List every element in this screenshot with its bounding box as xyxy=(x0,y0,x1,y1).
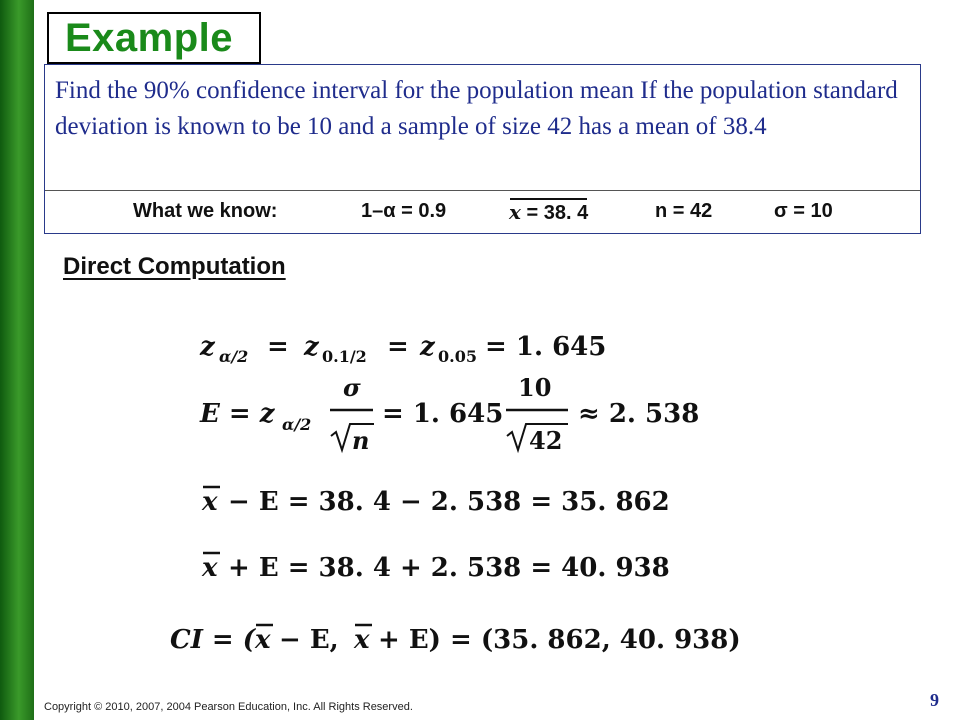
lower-bound-expression: − E = 38. 4 − 2. 538 = 35. 862 xyxy=(228,487,670,517)
frac2-denominator: 42 xyxy=(529,426,563,455)
frac1-denominator: n xyxy=(352,426,370,455)
z-symbol-1: z xyxy=(200,332,215,362)
xbar-3: x xyxy=(255,625,271,655)
ci-lhs: CI = ( xyxy=(170,625,256,655)
confidence-interval-equation xyxy=(170,625,741,655)
xbar-1: x xyxy=(202,487,218,517)
section-heading: Direct Computation xyxy=(63,253,286,280)
z-eq-1: = xyxy=(258,332,298,362)
known-xbar-value: = 38. 4 xyxy=(526,202,589,224)
z-sub-3: 0.05 xyxy=(438,347,477,366)
z-sub-2: 0.1/2 xyxy=(322,347,367,366)
frac2-numerator: 10 xyxy=(518,373,552,402)
known-sigma: σ = 10 xyxy=(774,200,833,222)
upper-bound-equation xyxy=(201,553,670,583)
frac1-numerator: σ xyxy=(343,373,361,402)
known-xbar: x = 38. 4 xyxy=(509,200,589,224)
slide-title: Example xyxy=(65,16,234,60)
e-lhs: E = z xyxy=(200,399,275,429)
upper-bound-expression: + E = 38. 4 + 2. 538 = 40. 938 xyxy=(228,553,670,583)
xbar-2: x xyxy=(202,553,218,583)
known-alpha: 1–α = 0.9 xyxy=(361,200,447,222)
margin-of-error-equation xyxy=(199,373,699,455)
z-result: = 1. 645 xyxy=(476,332,607,362)
z-sub-1: α/2 xyxy=(219,347,249,366)
ci-part-b: + E) = (35. 862, 40. 938) xyxy=(378,625,741,655)
what-we-know-label: What we know: xyxy=(133,200,278,222)
problem-statement: Find the 90% confidence interval for the population mean If the population standard deviation is known to be 10 and a sample of size 42 has a mean of 38.4 xyxy=(55,77,898,140)
e-lhs-sub: α/2 xyxy=(282,415,312,434)
z-equation xyxy=(199,332,606,366)
z-symbol-2: z xyxy=(304,332,319,362)
e-rhs: ≈ 2. 538 xyxy=(578,399,700,429)
copyright-footer: Copyright © 2010, 2007, 2004 Pearson Education, Inc. All Rights Reserved. xyxy=(44,701,413,713)
z-symbol-3: z xyxy=(420,332,435,362)
e-mid: = 1. 645 xyxy=(382,399,504,429)
ci-part-a: − E, xyxy=(279,625,339,655)
z-eq-2: = xyxy=(378,332,418,362)
known-n: n = 42 xyxy=(655,200,713,222)
page-number: 9 xyxy=(930,690,939,710)
lower-bound-equation xyxy=(201,487,670,517)
xbar-4: x xyxy=(354,625,370,655)
